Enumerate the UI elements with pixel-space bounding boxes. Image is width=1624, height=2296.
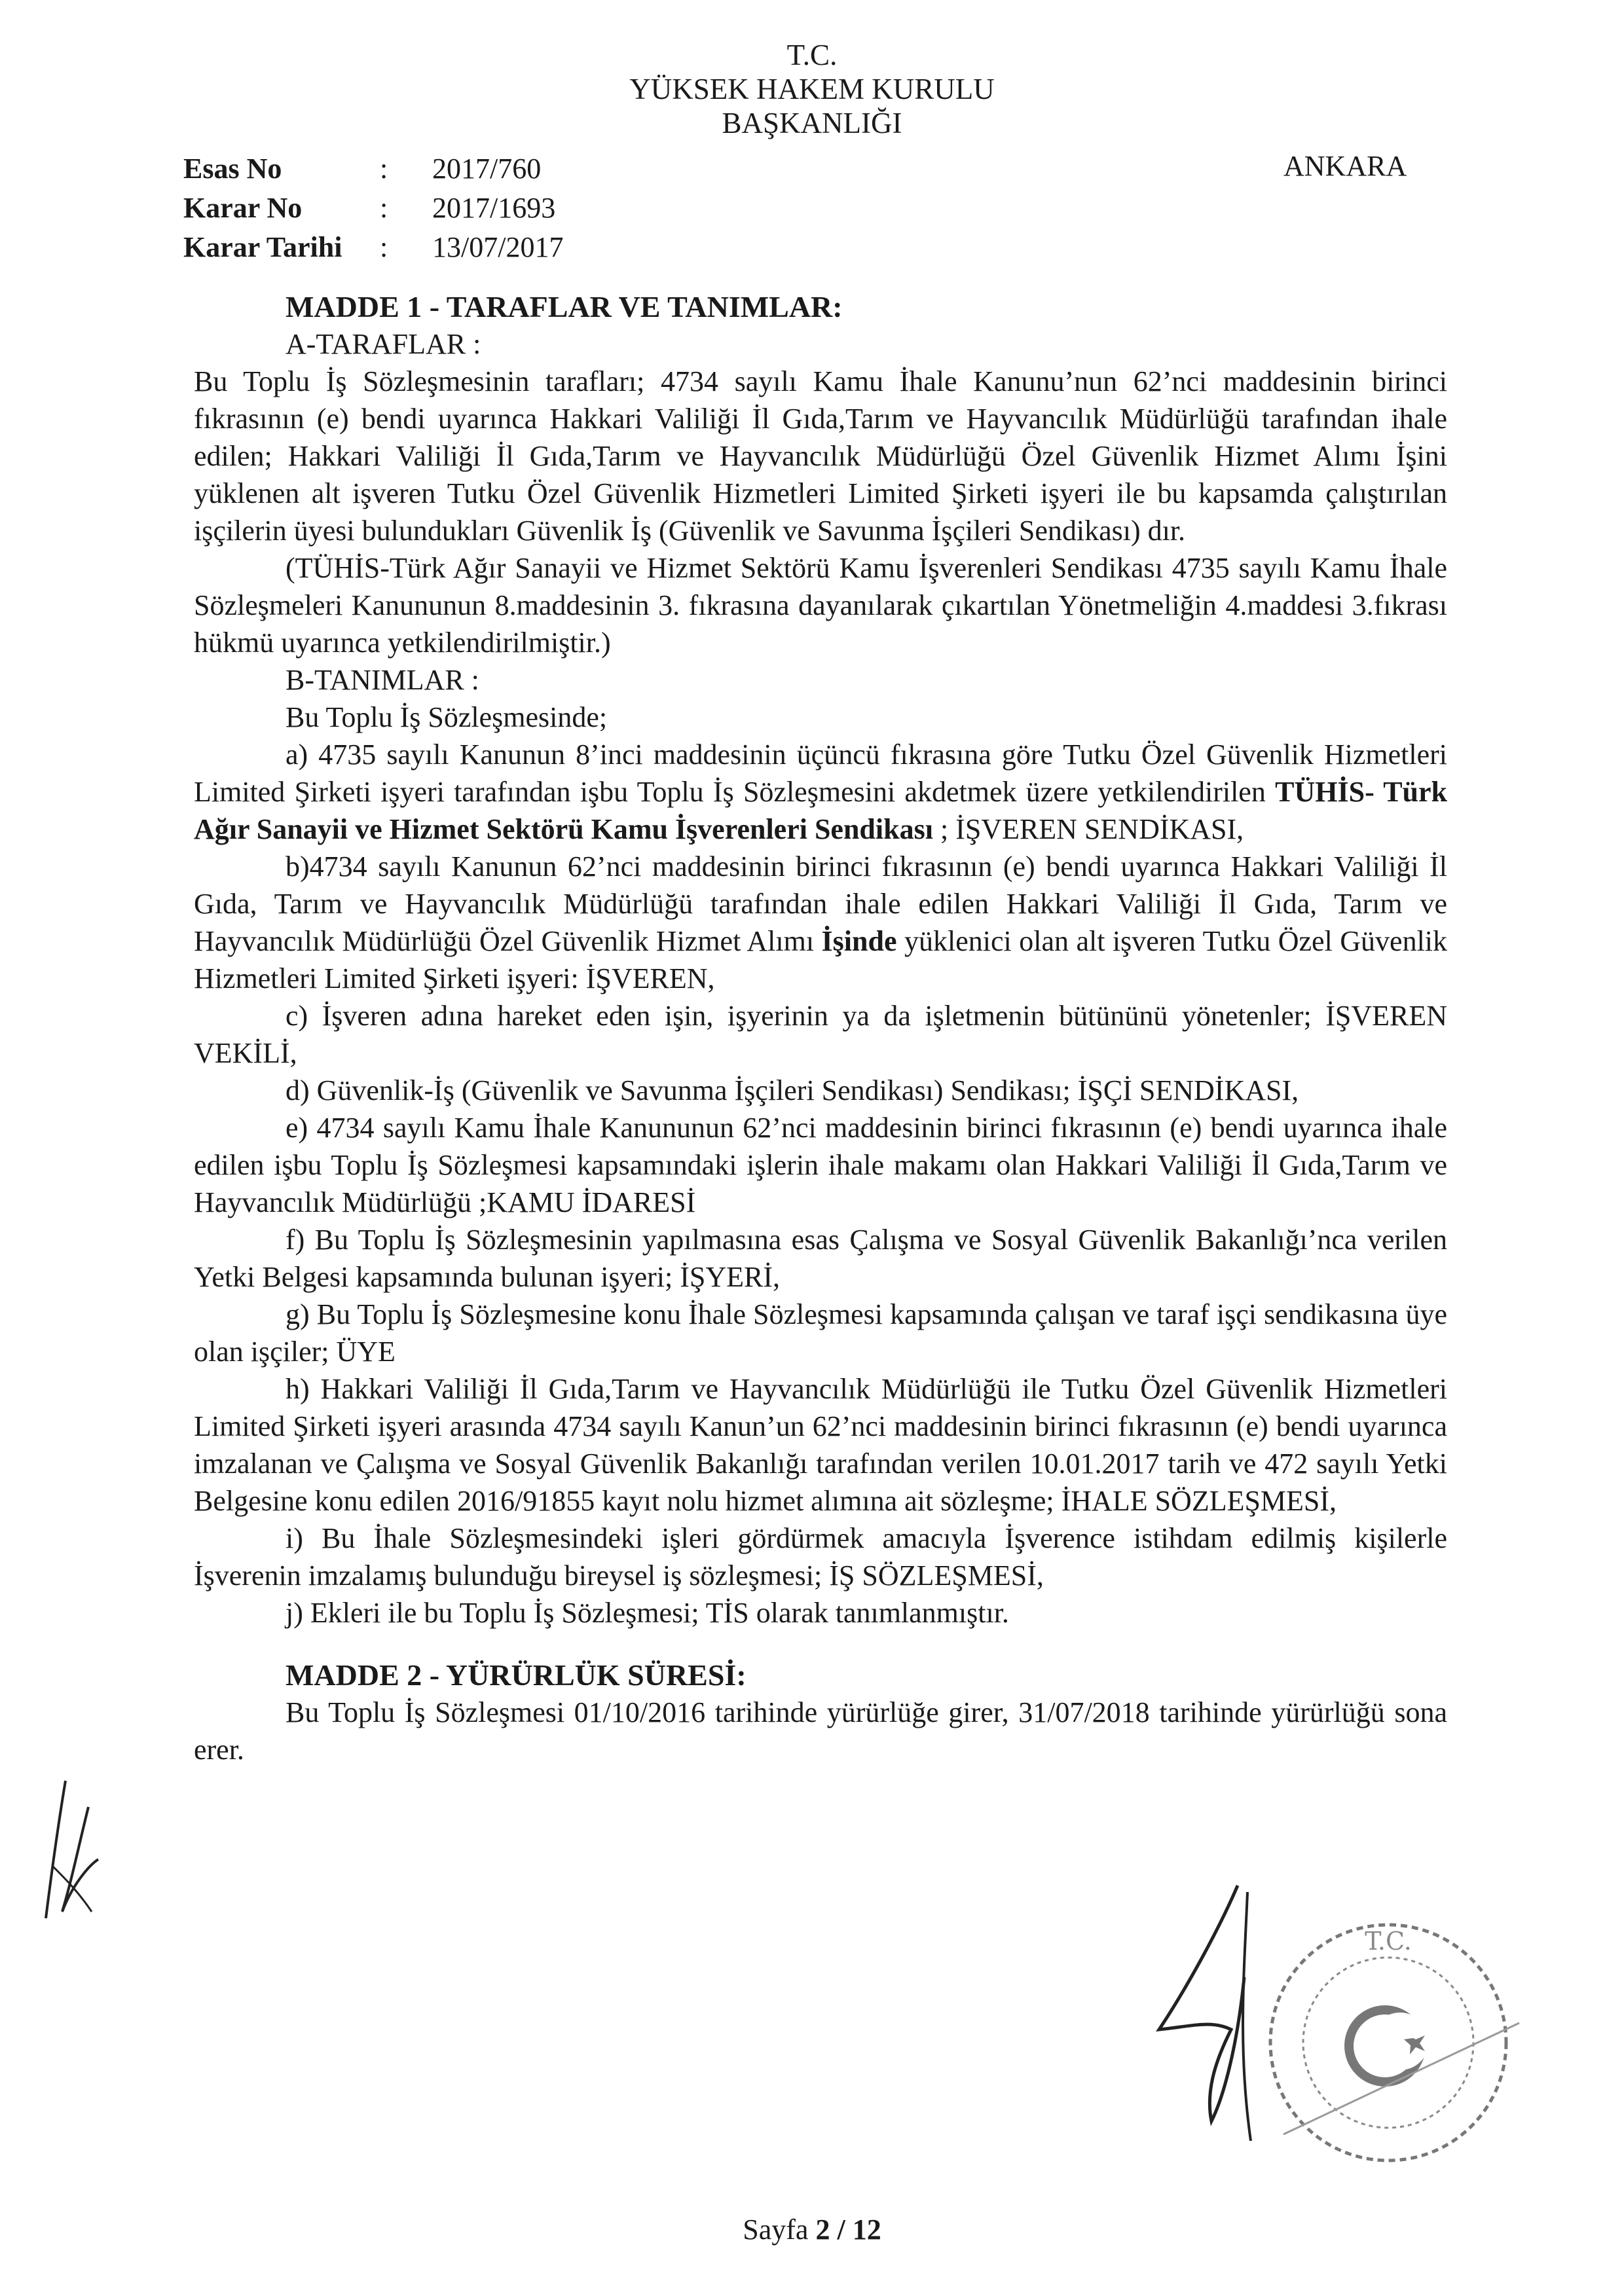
karar-value: 2017/1693 — [432, 192, 556, 224]
esas-label: Esas No — [183, 153, 282, 185]
tuhis-paragraph: (TÜHİS-Türk Ağır Sanayii ve Hizmet Sektörü Kamu İşverenleri Sendikası 4735 sayılı Kamu İhale Sözleşmeleri Kanununun 8.maddesinin 3. fıkrasına dayanılarak çıkartılan Yönetmeliğin 4.maddesi 3.fıkrası hükmü uyarınca yetkilendirilmiştir.) — [194, 552, 1447, 659]
definition-g: g) Bu Toplu İş Sözleşmesine konu İhale Sözleşmesi kapsamında çalışan ve taraf işçi sendikasına üye olan işçiler; ÜYE — [194, 1298, 1447, 1368]
case-meta — [183, 149, 563, 267]
definition-i: i) Bu İhale Sözleşmesindeki işleri gördürmek amacıyla İşverence istihdam edilmiş kişilerle İşverenin imzalamış bulunduğu bireysel iş sözleşmesi; İŞ SÖZLEŞMESİ, — [194, 1522, 1447, 1592]
definition-b — [194, 848, 1447, 997]
karar-label: Karar No — [183, 192, 303, 224]
definition-b-bold: İşinde — [821, 925, 897, 957]
definition-a-bold: TÜHİS- Türk Ağır Sanayii ve Hizmet Sektörü Kamu İşverenleri Sendikası — [194, 776, 1448, 845]
taraflar-label: A-TARAFLAR : — [286, 328, 481, 360]
document-body — [194, 288, 1447, 1768]
madde1-heading: MADDE 1 - TARAFLAR VE TANIMLAR: — [286, 290, 843, 323]
tarih-label: Karar Tarihi — [183, 231, 342, 263]
tanimlar-label: B-TANIMLAR : — [286, 664, 479, 696]
tarih-colon: : — [380, 231, 388, 263]
page-current: 2 — [815, 2214, 830, 2246]
karar-row — [183, 189, 563, 228]
tarih-value: 13/07/2017 — [432, 231, 564, 263]
madde2-heading: MADDE 2 - YÜRÜRLÜK SÜRESİ: — [286, 1658, 747, 1692]
definition-a-text: a) 4735 sayılı Kanunun 8’inci maddesinin üçüncü fıkrasına göre Tutku Özel Güvenlik Hizmetleri Limited Şirketi işyeri tarafından işbu Toplu İş Sözleşmesini akdetmek üzere yetkilendirilen — [194, 738, 1447, 808]
tarih-row — [183, 228, 563, 267]
esas-value: 2017/760 — [432, 153, 542, 185]
definition-f: f) Bu Toplu İş Sözleşmesinin yapılmasına esas Çalışma ve Sosyal Güvenlik Bakanlığı’nca verilen Yetki Belgesi kapsamında bulunan işyeri; İŞYERİ, — [194, 1224, 1447, 1293]
esas-colon: : — [380, 153, 388, 185]
city: ANKARA — [1283, 150, 1407, 182]
definition-a-tail: ; İŞVEREN SENDİKASI, — [940, 813, 1244, 845]
official-seal-stamp — [1244, 1912, 1532, 2174]
definition-a — [194, 736, 1447, 848]
header-dept: BAŞKANLIĞI — [722, 107, 902, 139]
esas-row — [183, 149, 563, 189]
definition-b-text2: yüklenici olan alt işveren Tutku Özel Güvenlik Hizmetleri Limited Şirketi işyeri: İŞVEREN, — [194, 925, 1448, 994]
definition-c: c) İşveren adına hareket eden işin, işyerinin ya da işletmenin bütününü yönetenler; İŞVEREN VEKİLİ, — [194, 1000, 1447, 1069]
karar-colon: : — [380, 192, 388, 224]
initials-signature — [26, 1768, 118, 1951]
definition-j: j) Ekleri ile bu Toplu İş Sözleşmesi; TİS olarak tanımlanmıştır. — [286, 1597, 1009, 1629]
definition-h: h) Hakkari Valiliği İl Gıda,Tarım ve Hayvancılık Müdürlüğü ile Tutku Özel Güvenlik Hizmetleri Limited Şirketi işyeri arasında 4734 sayılı Kanun’un 62’nci maddesinin birinci fıkrasının (e) bendi uyarınca imzalanan ve Çalışma ve Sosyal Güvenlik Bakanlığı tarafından verilen 10.01.2017 tarih ve 472 sayılı Yetki Belgesine konu edilen 2016/91855 kayıt nolu hizmet alımına ait sözleşme; İHALE SÖZLEŞMESİ, — [194, 1373, 1447, 1517]
page-label: Sayfa — [743, 2214, 809, 2246]
definition-d: d) Güvenlik-İş (Güvenlik ve Savunma İşçileri Sendikası) Sendikası; İŞÇİ SENDİKASI, — [286, 1074, 1299, 1106]
seal-tc-text: T.C. — [1365, 1927, 1412, 1956]
section-spacer — [194, 1631, 1447, 1656]
definition-b-text1: b)4734 sayılı Kanunun 62’nci maddesinin birinci fıkrasının (e) bendi uyarınca Hakkari Valiliği İl Gıda, Tarım ve Hayvancılık Müdürlüğü tarafından ihale edilen Hakkari Valiliği İl Gıda, Tarım ve Hayvancılık Müdürlüğü Özel Güvenlik Hizmet Alımı — [194, 850, 1447, 957]
madde2-text: Bu Toplu İş Sözleşmesi 01/10/2016 tarihinde yürürlüğe girer, 31/07/2018 tarihinde yürürlüğü sona erer. — [194, 1696, 1447, 1766]
definition-e: e) 4734 sayılı Kamu İhale Kanununun 62’nci maddesinin birinci fıkrasının (e) bendi uyarınca ihale edilen işbu Toplu İş Sözleşmesi kapsamındaki işlerin ihale makamı olan Hakkari Valiliği İl Gıda,Tarım ve Hayvancılık Müdürlüğü ;KAMU İDARESİ — [194, 1112, 1447, 1218]
header-tc: T.C. — [786, 39, 838, 71]
taraflar-paragraph: Bu Toplu İş Sözleşmesinin tarafları; 4734 sayılı Kamu İhale Kanunu’nun 62’nci maddesinin birinci fıkrasının (e) bendi uyarınca Hakkari Valiliği İl Gıda,Tarım ve Hayvancılık Müdürlüğü tarafından ihale edilen; Hakkari Valiliği İl Gıda,Tarım ve Hayvancılık Müdürlüğü Özel Güvenlik Hizmet Alımı İşini yüklenen alt işveren Tutku Özel Güvenlik Hizmetleri Limited Şirketi işyeri ile bu kapsamda çalıştırılan işçilerin üyesi bulundukları Güvenlik İş (Güvenlik ve Savunma İşçileri Sendikası) dır. — [194, 365, 1447, 547]
document-header — [0, 38, 1624, 140]
page-separator: / — [837, 2214, 845, 2246]
header-org: YÜKSEK HAKEM KURULU — [629, 73, 995, 105]
page-total: 12 — [852, 2214, 881, 2246]
page-number — [0, 2213, 1624, 2246]
tanimlar-intro: Bu Toplu İş Sözleşmesinde; — [286, 701, 608, 733]
